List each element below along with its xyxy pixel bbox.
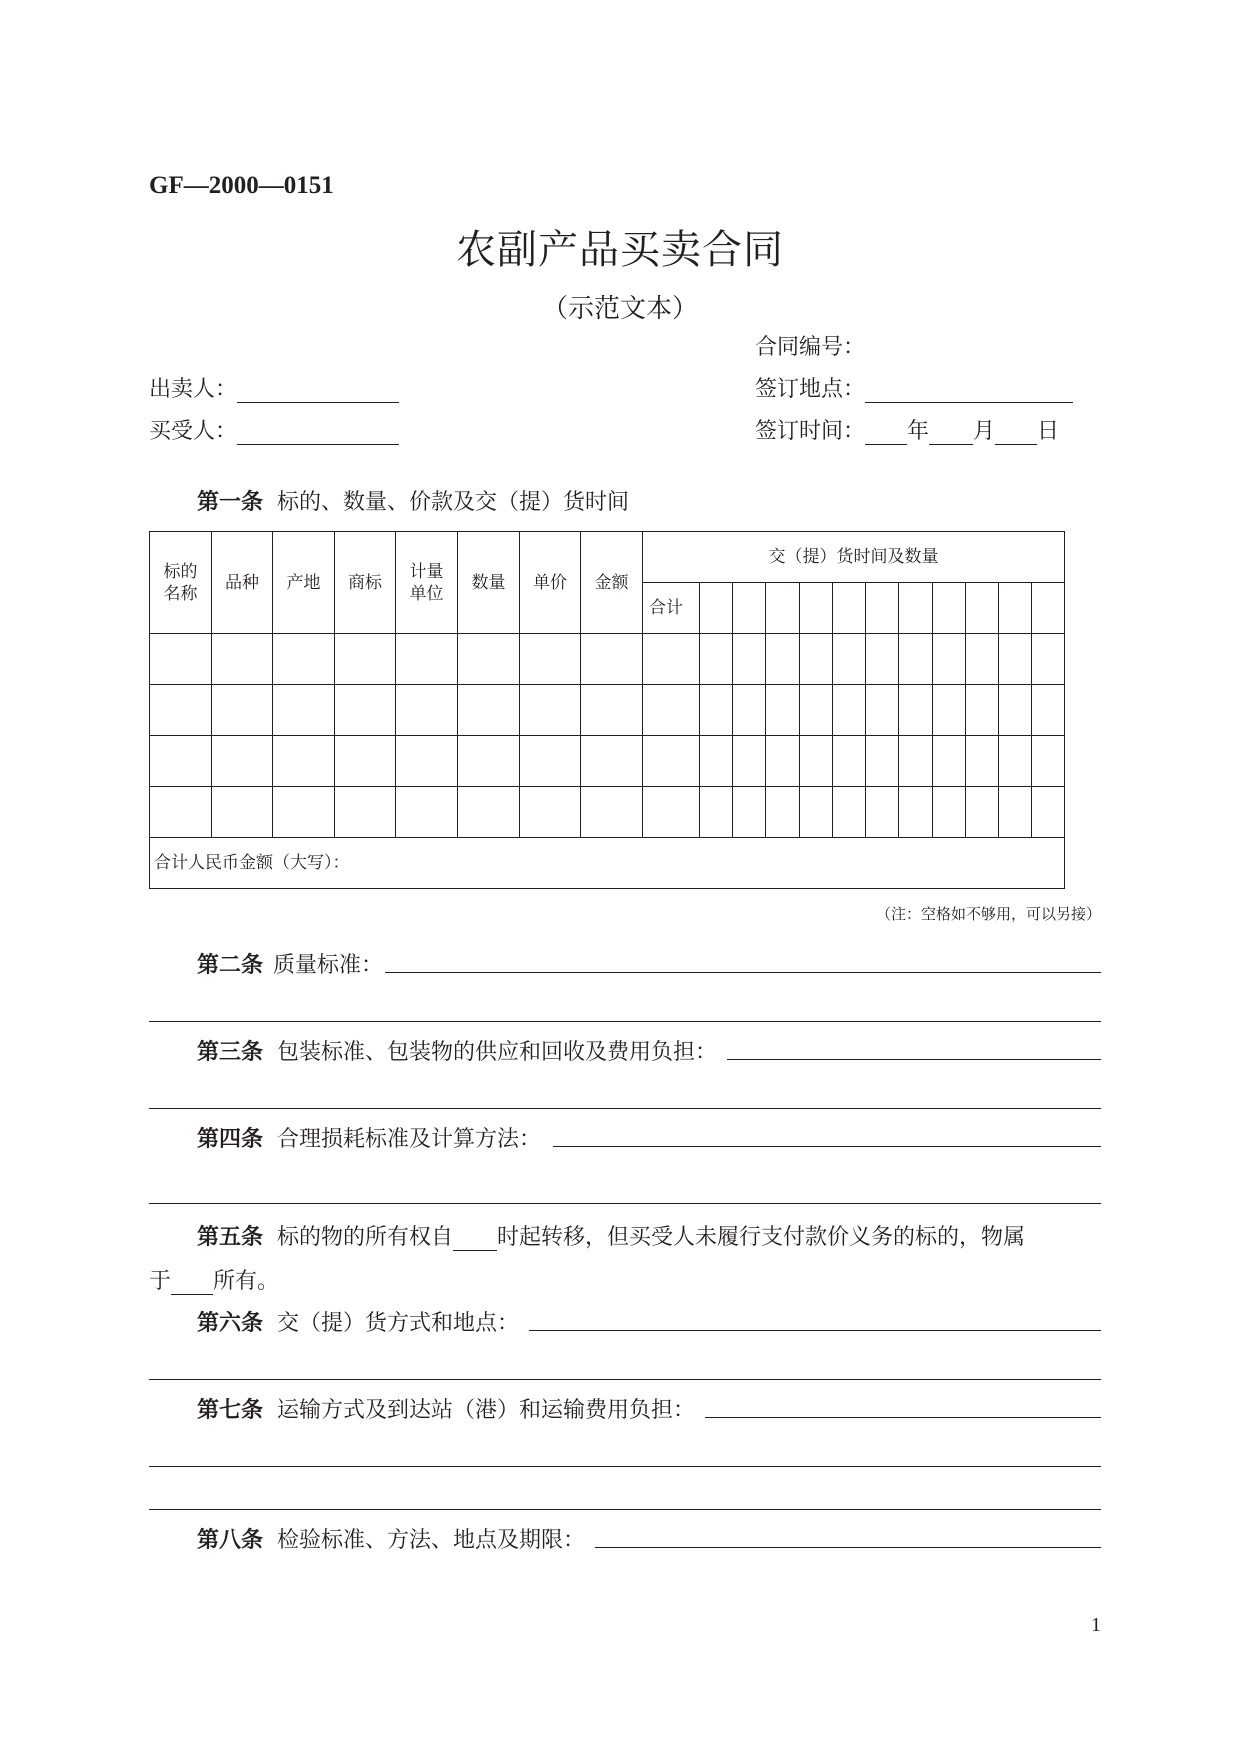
article-7-number: 第七条 (197, 1397, 264, 1423)
month-label: 月 (973, 419, 996, 444)
article-6-text: 交（提）货方式和地点： (277, 1311, 520, 1336)
table-cell[interactable] (700, 736, 733, 787)
article-5-text-d: 所有。 (213, 1269, 280, 1294)
table-cell[interactable] (520, 736, 581, 787)
buyer-blank[interactable] (237, 422, 399, 445)
article-3-number: 第三条 (197, 1039, 264, 1065)
col-header-item-name: 标的名称 (150, 532, 212, 634)
table-cell[interactable] (866, 634, 899, 685)
contract-number-label: 合同编号： (755, 335, 866, 360)
table-cell[interactable] (866, 736, 899, 787)
delivery-slot (1032, 583, 1065, 634)
total-amount-label[interactable]: 合计人民币金额（大写）： (150, 838, 1065, 889)
table-cell[interactable] (335, 736, 396, 787)
article-8-text: 检验标准、方法、地点及期限： (277, 1528, 586, 1553)
article-8-number: 第八条 (197, 1527, 264, 1553)
delivery-slot (999, 583, 1032, 634)
delivery-slot (966, 583, 999, 634)
goods-table (149, 531, 1065, 889)
table-cell[interactable] (700, 634, 733, 685)
article-3-blank[interactable] (727, 1059, 1101, 1060)
table-cell[interactable] (458, 787, 520, 838)
seller-blank[interactable] (237, 380, 399, 403)
table-cell[interactable] (966, 736, 999, 787)
article-5-text-b: 时起转移，但买受人未履行支付款价义务的标的，物属 (497, 1225, 1026, 1250)
table-cell[interactable] (800, 787, 833, 838)
article-5 (197, 1220, 1025, 1251)
article-6 (197, 1306, 519, 1337)
table-cell[interactable] (733, 685, 766, 736)
article-4-text: 合理损耗标准及计算方法： (277, 1127, 542, 1152)
table-cell[interactable] (800, 736, 833, 787)
signing-time-label: 签订时间： (755, 419, 866, 444)
buyer-field[interactable] (149, 414, 399, 445)
table-cell[interactable] (866, 787, 899, 838)
article-7-blank-line-2[interactable] (149, 1509, 1101, 1510)
table-cell[interactable] (733, 736, 766, 787)
table-cell[interactable] (966, 787, 999, 838)
signing-time-field[interactable] (755, 414, 1059, 445)
table-cell[interactable] (643, 787, 700, 838)
table-cell[interactable] (273, 787, 335, 838)
table-cell[interactable] (396, 634, 458, 685)
col-header-delivery: 交（提）货时间及数量 (643, 532, 1065, 583)
table-cell[interactable] (700, 685, 733, 736)
col-header-quantity: 数量 (458, 532, 520, 634)
article-7 (197, 1393, 695, 1424)
owner-blank[interactable] (171, 1272, 213, 1295)
table-cell[interactable] (999, 685, 1032, 736)
article-4 (197, 1122, 541, 1153)
table-cell[interactable] (335, 787, 396, 838)
table-cell[interactable] (766, 634, 800, 685)
seller-label: 出卖人： (149, 377, 238, 402)
table-cell[interactable] (150, 736, 212, 787)
table-cell[interactable] (150, 685, 212, 736)
year-blank[interactable] (865, 422, 907, 445)
article-4-blank-line[interactable] (149, 1203, 1101, 1204)
article-5-text-c: 于 (149, 1269, 172, 1294)
col-header-subtotal: 合计 (643, 583, 700, 634)
table-cell[interactable] (966, 685, 999, 736)
table-cell[interactable] (212, 685, 273, 736)
table-cell[interactable] (581, 736, 643, 787)
table-cell[interactable] (520, 787, 581, 838)
article-5-text-a: 标的物的所有权自 (277, 1225, 454, 1250)
delivery-slot (733, 583, 766, 634)
article-5-continued (149, 1264, 279, 1295)
table-cell[interactable] (800, 685, 833, 736)
table-cell[interactable] (833, 736, 866, 787)
page-number: 1 (1091, 1614, 1101, 1636)
seller-field[interactable] (149, 372, 399, 403)
table-cell[interactable] (833, 634, 866, 685)
col-header-origin: 产地 (273, 532, 335, 634)
article-6-blank[interactable] (529, 1330, 1101, 1331)
col-header-variety: 品种 (212, 532, 273, 634)
table-cell[interactable] (933, 634, 966, 685)
article-1 (197, 485, 629, 516)
table-cell[interactable] (273, 634, 335, 685)
table-cell[interactable] (396, 685, 458, 736)
table-cell[interactable] (833, 787, 866, 838)
article-3 (197, 1035, 717, 1066)
table-cell[interactable] (933, 736, 966, 787)
article-7-blank-line-1[interactable] (149, 1466, 1101, 1467)
article-4-blank[interactable] (553, 1146, 1101, 1147)
day-label: 日 (1037, 419, 1060, 444)
table-cell[interactable] (733, 634, 766, 685)
table-cell[interactable] (581, 634, 643, 685)
table-cell[interactable] (1032, 634, 1065, 685)
article-2 (197, 948, 383, 979)
table-cell[interactable] (733, 787, 766, 838)
article-8-blank[interactable] (595, 1547, 1101, 1548)
ownership-time-blank[interactable] (453, 1228, 497, 1251)
day-blank[interactable] (995, 422, 1037, 445)
table-cell[interactable] (999, 634, 1032, 685)
table-cell[interactable] (212, 736, 273, 787)
document-code: GF—2000—0151 (149, 172, 334, 199)
col-header-amount: 金额 (581, 532, 643, 634)
page-subtitle: （示范文本） (541, 294, 698, 324)
table-cell[interactable] (643, 634, 700, 685)
col-header-unit-price: 单价 (520, 532, 581, 634)
table-header-row (150, 532, 1065, 583)
table-cell[interactable] (833, 685, 866, 736)
page-title: 农副产品买卖合同 (456, 227, 784, 273)
table-cell[interactable] (899, 787, 933, 838)
table-cell[interactable] (396, 787, 458, 838)
table-cell[interactable] (933, 787, 966, 838)
contract-number-field (755, 330, 865, 361)
table-cell[interactable] (273, 736, 335, 787)
table-cell[interactable] (458, 736, 520, 787)
article-1-text: 标的、数量、价款及交（提）货时间 (277, 490, 630, 515)
delivery-slot (700, 583, 733, 634)
article-1-number: 第一条 (197, 489, 264, 515)
table-cell[interactable] (150, 787, 212, 838)
table-cell[interactable] (766, 685, 800, 736)
article-8 (197, 1523, 585, 1554)
table-note: （注：空格如不够用，可以另接） (875, 905, 1101, 923)
table-cell[interactable] (899, 736, 933, 787)
table-row[interactable] (150, 736, 1065, 787)
total-amount-row[interactable] (150, 838, 1065, 889)
table-row[interactable] (150, 685, 1065, 736)
table-cell[interactable] (899, 685, 933, 736)
signing-place-label: 签订地点： (755, 377, 866, 402)
article-3-text: 包装标准、包装物的供应和回收及费用负担： (277, 1040, 718, 1065)
table-cell[interactable] (643, 685, 700, 736)
table-cell[interactable] (212, 787, 273, 838)
table-cell[interactable] (150, 634, 212, 685)
table-cell[interactable] (396, 736, 458, 787)
col-header-unit: 计量单位 (396, 532, 458, 634)
table-cell[interactable] (766, 787, 800, 838)
table-cell[interactable] (800, 634, 833, 685)
year-label: 年 (907, 419, 930, 444)
signing-place-field[interactable] (755, 372, 1073, 403)
table-cell[interactable] (458, 685, 520, 736)
article-4-number: 第四条 (197, 1126, 264, 1152)
table-cell[interactable] (899, 634, 933, 685)
article-6-number: 第六条 (197, 1310, 264, 1336)
delivery-slot (899, 583, 933, 634)
table-cell[interactable] (1032, 685, 1065, 736)
article-2-blank-line[interactable] (149, 1021, 1101, 1022)
table-cell[interactable] (520, 634, 581, 685)
table-cell[interactable] (581, 787, 643, 838)
article-2-number: 第二条 (197, 952, 264, 978)
buyer-label: 买受人： (149, 419, 238, 444)
table-cell[interactable] (966, 634, 999, 685)
table-cell[interactable] (866, 685, 899, 736)
col-header-trademark: 商标 (335, 532, 396, 634)
table-cell[interactable] (335, 685, 396, 736)
delivery-slot (766, 583, 800, 634)
table-cell[interactable] (273, 685, 335, 736)
table-row[interactable] (150, 634, 1065, 685)
article-3-blank-line[interactable] (149, 1108, 1101, 1109)
table-cell[interactable] (700, 787, 733, 838)
delivery-slot (833, 583, 866, 634)
month-blank[interactable] (929, 422, 973, 445)
signing-place-blank[interactable] (865, 380, 1073, 403)
table-cell[interactable] (212, 634, 273, 685)
table-cell[interactable] (335, 634, 396, 685)
table-cell[interactable] (933, 685, 966, 736)
table-cell[interactable] (520, 685, 581, 736)
table-cell[interactable] (643, 736, 700, 787)
table-row[interactable] (150, 787, 1065, 838)
article-7-blank[interactable] (705, 1417, 1101, 1418)
table-cell[interactable] (1032, 787, 1065, 838)
article-2-text: 质量标准： (273, 953, 384, 978)
table-cell[interactable] (999, 736, 1032, 787)
article-5-number: 第五条 (197, 1224, 264, 1250)
article-7-text: 运输方式及到达站（港）和运输费用负担： (277, 1398, 696, 1423)
table-cell[interactable] (581, 685, 643, 736)
table-cell[interactable] (458, 634, 520, 685)
article-2-blank[interactable] (385, 972, 1101, 973)
delivery-slot (933, 583, 966, 634)
table-cell[interactable] (1032, 736, 1065, 787)
delivery-slot (800, 583, 833, 634)
table-cell[interactable] (766, 736, 800, 787)
table-cell[interactable] (999, 787, 1032, 838)
article-6-blank-line[interactable] (149, 1379, 1101, 1380)
delivery-slot (866, 583, 899, 634)
